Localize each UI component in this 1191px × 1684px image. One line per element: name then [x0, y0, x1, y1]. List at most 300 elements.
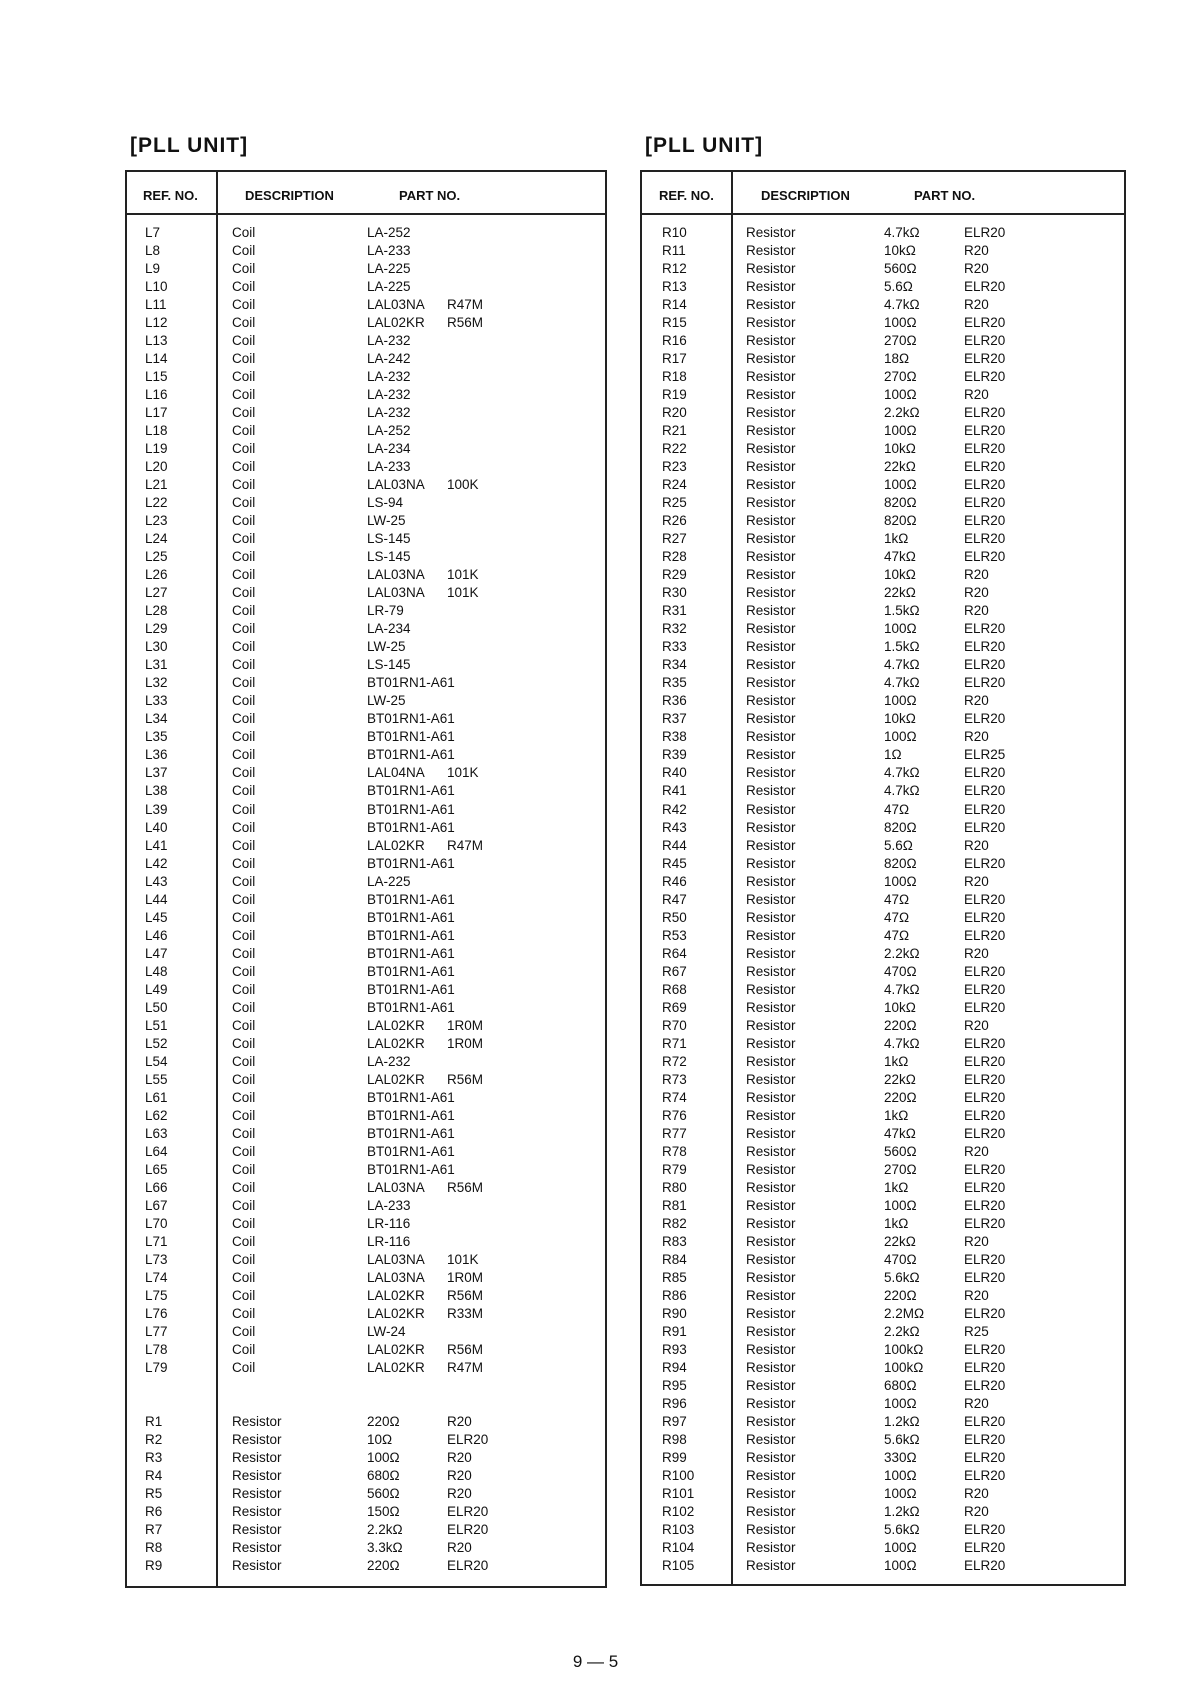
ref-no-cell: L17: [145, 405, 168, 421]
table-row: [127, 892, 605, 910]
part-no-cell: LAL04NA: [367, 765, 425, 781]
ref-no-cell: L19: [145, 441, 168, 457]
part-no-cell: BT01RN1-A61: [367, 1089, 455, 1105]
ref-no-cell: R2: [145, 1432, 163, 1448]
part-no-cell: 2.2kΩ: [884, 1323, 920, 1339]
description-cell: Coil: [232, 531, 256, 547]
table-row: [127, 765, 605, 783]
part-no-cell: 100Ω: [367, 1450, 400, 1466]
table-row: [127, 1522, 605, 1540]
table-row: [127, 1324, 605, 1342]
part-spec-cell: R33M: [447, 1305, 484, 1321]
part-no-cell: LAL03NA: [367, 1251, 425, 1267]
table-row: [642, 838, 1124, 856]
part-spec-cell: ELR20: [964, 1540, 1006, 1556]
table-row: [642, 1198, 1124, 1216]
table-row: [642, 729, 1124, 747]
part-spec-cell: ELR20: [964, 1414, 1006, 1430]
table-row: [642, 910, 1124, 928]
ref-no-cell: L42: [145, 855, 168, 871]
ref-no-cell: R27: [662, 531, 687, 547]
ref-no-cell: R46: [662, 873, 687, 889]
part-no-cell: 100Ω: [884, 1486, 917, 1502]
part-spec-cell: 101K: [447, 765, 479, 781]
part-no-cell: 100Ω: [884, 1558, 917, 1574]
description-cell: Resistor: [746, 1359, 796, 1375]
part-spec-cell: ELR20: [964, 891, 1006, 907]
ref-no-cell: R19: [662, 387, 687, 403]
description-cell: Coil: [232, 549, 256, 565]
part-no-cell: 100Ω: [884, 621, 917, 637]
part-no-cell: LA-252: [367, 225, 411, 240]
description-cell: Coil: [232, 765, 256, 781]
ref-no-cell: R11: [662, 243, 686, 259]
ref-no-cell: R67: [662, 963, 687, 979]
ref-no-cell: R10: [662, 225, 687, 240]
part-no-cell: LAL02KR: [367, 315, 425, 331]
description-cell: Resistor: [746, 459, 796, 475]
part-no-cell: 100Ω: [884, 387, 917, 403]
description-cell: Resistor: [746, 567, 796, 583]
description-cell: Resistor: [746, 1396, 796, 1412]
ref-no-cell: R24: [662, 477, 687, 493]
part-no-cell: BT01RN1-A61: [367, 1107, 455, 1123]
table-row: [127, 405, 605, 423]
table-row: [642, 1396, 1124, 1414]
ref-no-cell: L10: [145, 279, 168, 295]
ref-no-cell: R102: [662, 1504, 695, 1520]
ref-no-cell: R4: [145, 1468, 163, 1484]
description-cell: Resistor: [746, 405, 796, 421]
part-no-cell: 10kΩ: [884, 567, 916, 583]
description-cell: Coil: [232, 621, 256, 637]
table-row: [642, 1288, 1124, 1306]
ref-no-cell: L62: [145, 1107, 168, 1123]
ref-no-cell: R16: [662, 333, 687, 349]
ref-no-cell: L64: [145, 1143, 168, 1159]
part-no-cell: LAL02KR: [367, 1071, 425, 1087]
ref-no-cell: R70: [662, 1017, 687, 1033]
ref-no-cell: L38: [145, 783, 168, 799]
description-cell: Resistor: [746, 999, 796, 1015]
ref-no-cell: L16: [145, 387, 168, 403]
part-spec-cell: R56M: [447, 1287, 484, 1303]
table-row: [642, 567, 1124, 585]
description-cell: Resistor: [746, 1143, 796, 1159]
ref-no-cell: L12: [145, 315, 168, 331]
ref-no-cell: L30: [145, 639, 168, 655]
table-row: [642, 603, 1124, 621]
ref-no-cell: L35: [145, 729, 168, 745]
description-cell: Resistor: [232, 1540, 282, 1556]
ref-no-cell: L22: [145, 495, 168, 511]
part-no-cell: LS-94: [367, 495, 404, 511]
description-cell: Resistor: [746, 891, 796, 907]
part-no-cell: 100Ω: [884, 693, 917, 709]
table-row: [127, 1378, 605, 1396]
part-no-cell: 5.6Ω: [884, 279, 913, 295]
table-row: [127, 1018, 605, 1036]
ref-no-cell: R100: [662, 1468, 695, 1484]
part-no-cell: 820Ω: [884, 513, 917, 529]
part-no-cell: 220Ω: [367, 1414, 400, 1430]
table-row: [642, 423, 1124, 441]
part-spec-cell: R20: [447, 1468, 472, 1484]
part-spec-cell: ELR20: [964, 1378, 1006, 1393]
ref-no-cell: L40: [145, 819, 168, 835]
description-cell: Coil: [232, 1305, 256, 1321]
part-spec-cell: 100K: [447, 477, 479, 493]
description-cell: Resistor: [746, 513, 796, 529]
description-cell: Resistor: [232, 1504, 282, 1520]
description-cell: Coil: [232, 243, 256, 259]
ref-no-cell: L24: [145, 531, 168, 547]
ref-no-cell: R105: [662, 1558, 695, 1574]
table-row: [642, 243, 1124, 261]
table-row: [642, 1036, 1124, 1054]
part-spec-cell: ELR20: [964, 1251, 1006, 1267]
part-spec-cell: R20: [964, 945, 989, 961]
ref-no-cell: R28: [662, 549, 687, 565]
ref-no-cell: L29: [145, 621, 168, 637]
description-cell: Resistor: [746, 1035, 796, 1051]
table-row: [642, 1090, 1124, 1108]
part-no-cell: 100Ω: [884, 1468, 917, 1484]
part-no-cell: 5.6kΩ: [884, 1522, 920, 1538]
ref-no-cell: L49: [145, 981, 168, 997]
part-no-cell: LW-25: [367, 513, 406, 529]
part-no-cell: 22kΩ: [884, 585, 916, 601]
part-spec-cell: ELR20: [447, 1432, 489, 1448]
ref-no-cell: L65: [145, 1161, 168, 1177]
table-row: [127, 477, 605, 495]
part-spec-cell: R20: [964, 603, 989, 619]
table-row: [642, 1018, 1124, 1036]
table-row: [127, 838, 605, 856]
description-cell: Resistor: [746, 279, 796, 295]
ref-no-cell: L37: [145, 765, 168, 781]
part-no-cell: 220Ω: [367, 1558, 400, 1574]
description-cell: Coil: [232, 315, 256, 331]
part-spec-cell: R20: [964, 729, 989, 745]
part-no-cell: 1kΩ: [884, 531, 909, 547]
ref-no-cell: R9: [145, 1558, 163, 1574]
ref-no-cell: L26: [145, 567, 168, 583]
part-no-cell: 47kΩ: [884, 1125, 916, 1141]
table-row: [642, 982, 1124, 1000]
table-row: [127, 621, 605, 639]
part-no-cell: BT01RN1-A61: [367, 981, 455, 997]
table-row: [642, 1342, 1124, 1360]
part-no-cell: LS-145: [367, 549, 411, 565]
table-row: [127, 261, 605, 279]
part-spec-cell: ELR20: [964, 963, 1006, 979]
ref-no-cell: L55: [145, 1071, 168, 1087]
table-row: [127, 1360, 605, 1378]
table-row: [642, 1540, 1124, 1558]
description-cell: Coil: [232, 1089, 256, 1105]
description-cell: Resistor: [746, 873, 796, 889]
description-cell: Coil: [232, 1107, 256, 1123]
part-no-cell: 820Ω: [884, 819, 917, 835]
part-no-cell: LAL03NA: [367, 567, 425, 583]
description-cell: Coil: [232, 225, 256, 240]
part-no-cell: 47Ω: [884, 891, 910, 907]
description-cell: Resistor: [746, 1486, 796, 1502]
ref-no-cell: R47: [662, 891, 687, 907]
table-row: [127, 585, 605, 603]
table-row: [642, 459, 1124, 477]
description-cell: Coil: [232, 909, 256, 925]
ref-no-cell: L61: [145, 1089, 168, 1105]
part-no-cell: LA-225: [367, 261, 411, 277]
parts-table: [125, 170, 607, 1588]
description-cell: Resistor: [746, 1053, 796, 1069]
table-row: [642, 513, 1124, 531]
part-spec-cell: R20: [964, 873, 989, 889]
table-row: [127, 315, 605, 333]
description-cell: Resistor: [746, 1251, 796, 1267]
table-row: [642, 495, 1124, 513]
part-spec-cell: ELR20: [964, 1161, 1006, 1177]
table-row: [642, 369, 1124, 387]
part-no-cell: 100Ω: [884, 729, 917, 745]
part-spec-cell: ELR20: [964, 1305, 1006, 1321]
ref-no-cell: R53: [662, 927, 687, 943]
part-spec-cell: R56M: [447, 315, 484, 331]
part-no-cell: LR-116: [367, 1215, 411, 1231]
table-row: [127, 1162, 605, 1180]
part-spec-cell: ELR25: [964, 747, 1006, 763]
header-ref-no: REF. NO.: [659, 188, 714, 203]
description-cell: Coil: [232, 981, 256, 997]
part-spec-cell: R25: [964, 1323, 989, 1339]
part-spec-cell: ELR20: [964, 1197, 1006, 1213]
description-cell: Resistor: [746, 711, 796, 727]
ref-no-cell: L43: [145, 873, 168, 889]
description-cell: Resistor: [232, 1558, 282, 1574]
part-spec-cell: R20: [964, 693, 989, 709]
part-spec-cell: ELR20: [447, 1522, 489, 1538]
description-cell: Resistor: [746, 1450, 796, 1466]
table-row: [127, 1450, 605, 1468]
part-no-cell: 330Ω: [884, 1450, 917, 1466]
part-no-cell: LA-242: [367, 351, 411, 367]
ref-no-cell: R41: [662, 783, 687, 799]
table-row: [127, 856, 605, 874]
part-no-cell: 100kΩ: [884, 1359, 924, 1375]
ref-no-cell: L20: [145, 459, 168, 475]
description-cell: Resistor: [232, 1468, 282, 1484]
part-no-cell: LA-233: [367, 459, 411, 475]
table-row: [127, 351, 605, 369]
table-row: [642, 1504, 1124, 1522]
description-cell: Resistor: [746, 243, 796, 259]
table-row: [127, 1504, 605, 1522]
header-description: DESCRIPTION: [761, 188, 850, 203]
table-row: [642, 711, 1124, 729]
description-cell: Coil: [232, 837, 256, 853]
description-cell: Coil: [232, 1359, 256, 1375]
table-row: [642, 1270, 1124, 1288]
table-row: [642, 297, 1124, 315]
table-row: [127, 783, 605, 801]
description-cell: Resistor: [232, 1522, 282, 1538]
table-row: [642, 946, 1124, 964]
part-no-cell: 470Ω: [884, 1251, 917, 1267]
part-spec-cell: 1R0M: [447, 1035, 484, 1051]
part-spec-cell: ELR20: [964, 981, 1006, 997]
ref-no-cell: R34: [662, 657, 687, 673]
header-ref-no: REF. NO.: [143, 188, 198, 203]
part-no-cell: 5.6kΩ: [884, 1269, 920, 1285]
part-spec-cell: R20: [964, 261, 989, 277]
part-no-cell: 3.3kΩ: [367, 1540, 403, 1556]
description-cell: Coil: [232, 495, 256, 511]
part-no-cell: LA-225: [367, 279, 411, 295]
part-no-cell: BT01RN1-A61: [367, 1161, 455, 1177]
part-spec-cell: ELR20: [964, 1107, 1006, 1123]
ref-no-cell: R43: [662, 819, 687, 835]
ref-no-cell: R98: [662, 1432, 687, 1448]
ref-no-cell: L18: [145, 423, 168, 439]
description-cell: Resistor: [746, 549, 796, 565]
ref-no-cell: R81: [662, 1197, 687, 1213]
ref-no-cell: L50: [145, 999, 168, 1015]
table-header: [127, 172, 605, 215]
description-cell: Coil: [232, 801, 256, 817]
table-row: [642, 892, 1124, 910]
part-spec-cell: ELR20: [964, 1341, 1006, 1357]
part-no-cell: BT01RN1-A61: [367, 945, 455, 961]
part-no-cell: BT01RN1-A61: [367, 1125, 455, 1141]
part-no-cell: 10kΩ: [884, 999, 916, 1015]
header-part-no: PART NO.: [914, 188, 976, 203]
part-spec-cell: ELR20: [447, 1558, 489, 1574]
description-cell: Coil: [232, 1161, 256, 1177]
part-no-cell: LAL03NA: [367, 297, 425, 313]
description-cell: Coil: [232, 1287, 256, 1303]
table-row: [642, 1180, 1124, 1198]
table-row: [127, 531, 605, 549]
ref-no-cell: L44: [145, 891, 168, 907]
table-row: [127, 1000, 605, 1018]
part-spec-cell: R20: [964, 1504, 989, 1520]
ref-no-cell: R35: [662, 675, 687, 691]
description-cell: Coil: [232, 1017, 256, 1033]
description-cell: Coil: [232, 261, 256, 277]
part-spec-cell: 1R0M: [447, 1269, 484, 1285]
table-row: [642, 1054, 1124, 1072]
part-no-cell: LS-145: [367, 531, 411, 547]
table-row: [127, 1108, 605, 1126]
ref-no-cell: L66: [145, 1179, 168, 1195]
part-no-cell: 4.7kΩ: [884, 981, 920, 997]
part-no-cell: LAL02KR: [367, 1305, 425, 1321]
part-no-cell: 22kΩ: [884, 1071, 916, 1087]
description-cell: Resistor: [746, 1107, 796, 1123]
description-cell: Resistor: [746, 225, 796, 240]
table-row: [127, 747, 605, 765]
part-spec-cell: ELR20: [964, 477, 1006, 493]
part-no-cell: 1.5kΩ: [884, 603, 920, 619]
table-row: [127, 711, 605, 729]
table-row: [642, 856, 1124, 874]
description-cell: Coil: [232, 1323, 256, 1339]
part-spec-cell: ELR20: [964, 765, 1006, 781]
table-row: [642, 693, 1124, 711]
part-no-cell: 1kΩ: [884, 1107, 909, 1123]
part-no-cell: BT01RN1-A61: [367, 783, 455, 799]
ref-no-cell: L7: [145, 225, 161, 240]
ref-no-cell: R73: [662, 1071, 687, 1087]
description-cell: Resistor: [746, 387, 796, 403]
table-row: [127, 1540, 605, 1558]
description-cell: Resistor: [746, 297, 796, 313]
ref-no-cell: R8: [145, 1540, 163, 1556]
part-spec-cell: ELR20: [447, 1504, 489, 1520]
ref-no-cell: R38: [662, 729, 687, 745]
table-row: [127, 729, 605, 747]
part-no-cell: 2.2kΩ: [367, 1522, 403, 1538]
table-row: [642, 1486, 1124, 1504]
ref-no-cell: L48: [145, 963, 168, 979]
part-no-cell: BT01RN1-A61: [367, 801, 455, 817]
ref-no-cell: L77: [145, 1323, 168, 1339]
description-cell: Resistor: [746, 333, 796, 349]
description-cell: Resistor: [746, 1197, 796, 1213]
part-spec-cell: ELR20: [964, 1215, 1006, 1231]
ref-no-cell: L74: [145, 1269, 168, 1285]
ref-no-cell: R31: [662, 603, 687, 619]
table-row: [642, 657, 1124, 675]
table-row: [127, 387, 605, 405]
ref-no-cell: R17: [662, 351, 687, 367]
description-cell: Resistor: [746, 351, 796, 367]
part-no-cell: 10kΩ: [884, 243, 916, 259]
part-no-cell: LA-232: [367, 333, 411, 349]
table-row: [642, 1000, 1124, 1018]
table-row: [642, 1378, 1124, 1396]
table-row: [127, 1468, 605, 1486]
part-no-cell: 47Ω: [884, 927, 910, 943]
table-row: [127, 1126, 605, 1144]
ref-no-cell: R1: [145, 1414, 163, 1430]
ref-no-cell: L75: [145, 1287, 168, 1303]
part-no-cell: 10Ω: [367, 1432, 393, 1448]
table-row: [127, 1198, 605, 1216]
description-cell: Resistor: [232, 1414, 282, 1430]
description-cell: Coil: [232, 675, 256, 691]
part-spec-cell: ELR20: [964, 927, 1006, 943]
description-cell: Resistor: [746, 981, 796, 997]
description-cell: Resistor: [746, 1269, 796, 1285]
part-spec-cell: ELR20: [964, 999, 1006, 1015]
description-cell: Coil: [232, 639, 256, 655]
part-no-cell: 5.6Ω: [884, 837, 913, 853]
description-cell: Coil: [232, 657, 256, 673]
ref-no-cell: L21: [145, 477, 168, 493]
description-cell: Coil: [232, 351, 256, 367]
part-spec-cell: ELR20: [964, 621, 1006, 637]
ref-no-cell: L51: [145, 1017, 168, 1033]
description-cell: Resistor: [746, 1179, 796, 1195]
table-row: [127, 928, 605, 946]
description-cell: Resistor: [746, 1323, 796, 1339]
part-spec-cell: R47M: [447, 837, 484, 853]
ref-no-cell: R13: [662, 279, 687, 295]
description-cell: Resistor: [746, 1504, 796, 1520]
